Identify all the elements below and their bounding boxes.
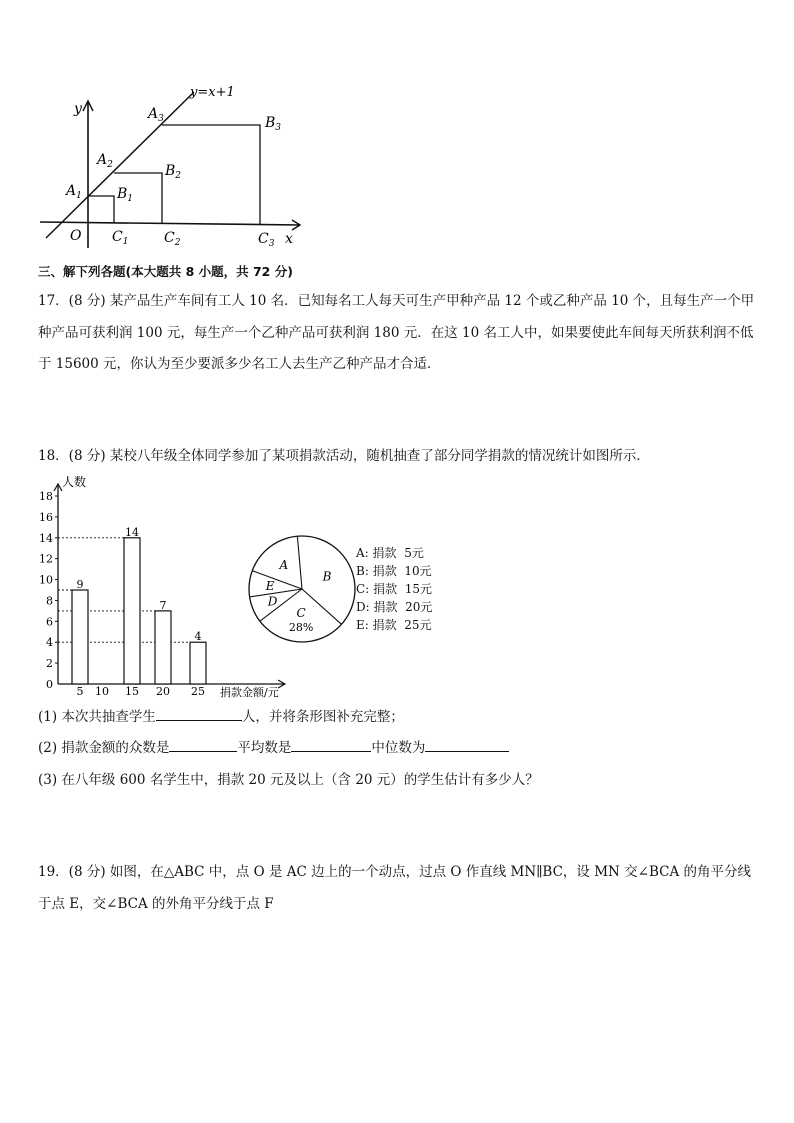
point-C1: $C_1$ xyxy=(112,229,129,247)
legend-row-c: C: 捐款 15元 xyxy=(356,582,432,596)
y-tick-label: 8 xyxy=(46,594,53,608)
y-tick-label: 0 xyxy=(46,678,53,691)
origin-label: O xyxy=(70,228,82,244)
answer-blank-median[interactable] xyxy=(425,737,509,752)
y-tick-label: 10 xyxy=(39,573,53,587)
y-axis-title: 人数 xyxy=(62,475,87,489)
pie-slice-label-E: E xyxy=(265,578,275,593)
point-A3: $A_3$ xyxy=(148,106,164,124)
pie-chart xyxy=(246,532,358,650)
answer-blank-count[interactable] xyxy=(156,706,242,721)
answer-blank-mean[interactable] xyxy=(291,737,371,752)
x-axis xyxy=(40,222,300,225)
point-A1: $A_1$ xyxy=(66,183,82,201)
answer-blank-mode[interactable] xyxy=(169,737,237,752)
point-B1: $B_1$ xyxy=(117,186,134,204)
x-tick-label: 15 xyxy=(125,685,139,698)
bar-value-label: 9 xyxy=(76,578,84,591)
bar-15 xyxy=(124,538,140,684)
x-axis-title: 捐款金额/元 xyxy=(220,686,279,699)
pie-slice-label-C: C xyxy=(296,605,306,620)
q17-line-2: 种产品可获利润 100 元，每生产一个乙种产品可获利润 180 元．在这 10 名工人中，如果要使此车间每天所获利润不低 xyxy=(38,325,754,341)
bar-20 xyxy=(155,611,171,684)
point-C2: $C_2$ xyxy=(164,230,181,248)
bar-value-label: 4 xyxy=(194,630,202,644)
line-label: y=x+1 xyxy=(190,85,235,100)
coordinate-figure xyxy=(30,80,320,250)
section-title: 三、解下列各题(本大题共 8 小题，共 72 分) xyxy=(38,264,293,279)
y-tick-label: 6 xyxy=(46,615,53,629)
legend-row-d: D: 捐款 20元 xyxy=(356,600,433,614)
pie-slice-label-B: B xyxy=(322,569,332,584)
legend-row-a: A: 捐款 5元 xyxy=(356,546,424,560)
point-B2: $B_2$ xyxy=(165,163,182,181)
point-A2: $A_2$ xyxy=(97,152,113,170)
q17-line-3: 于 15600 元，你认为至少要派多少名工人去生产乙种产品才合适． xyxy=(38,356,441,372)
bar-value-label: 7 xyxy=(159,598,167,612)
y-tick-label: 2 xyxy=(46,657,53,671)
bar-value-label: 14 xyxy=(125,525,139,539)
q17-line-1: 17．(8 分) 某产品生产车间有工人 10 名．已知每名工人每天可生产甲种产品 12 个或乙种产品 10 个，且每生产一个甲 xyxy=(38,293,755,309)
q19-line-1: 19．(8 分) 如图，在△ABC 中，点 O 是 AC 边上的一个动点，过点 O 作直线 MN∥BC，设 MN 交∠BCA 的角平分线 xyxy=(38,864,752,880)
pie-slice-label-A: A xyxy=(279,558,289,573)
bar-25 xyxy=(190,642,206,684)
point-B3: $B_3$ xyxy=(265,115,282,133)
y-tick-label: 12 xyxy=(39,552,53,566)
x-tick-label: 5 xyxy=(76,685,84,698)
x-tick-label: 25 xyxy=(191,685,205,698)
y-tick-label: 14 xyxy=(39,531,53,545)
legend-row-e: E: 捐款 25元 xyxy=(356,618,432,632)
x-tick-label: 10 xyxy=(95,685,109,698)
q18-sub-2: (2) 捐款金额的众数是 平均数是 中位数为 xyxy=(38,737,760,758)
y-tick-label: 16 xyxy=(39,510,53,524)
y-tick-label: 4 xyxy=(46,636,53,650)
q19-line-2: 于点 E，交∠BCA 的外角平分线于点 F xyxy=(38,896,274,912)
pie-legend xyxy=(356,545,456,635)
point-C3: $C_3$ xyxy=(258,231,275,249)
legend-row-b: B: 捐款 10元 xyxy=(356,564,432,578)
y-axis-label: y xyxy=(74,101,82,117)
x-axis-label: x xyxy=(285,231,293,247)
y-tick-label: 18 xyxy=(39,490,53,503)
q18-intro: 18．(8 分) 某校八年级全体同学参加了某项捐款活动，随机抽查了部分同学捐款的情况统计如图所示． xyxy=(38,448,650,464)
bar-5 xyxy=(72,590,88,684)
pie-slice-percent-C: 28% xyxy=(288,620,314,634)
x-tick-label: 20 xyxy=(156,685,170,698)
q18-sub-1: (1) 本次共抽查学生 人，并将条形图补充完整； xyxy=(38,706,760,727)
q18-sub-3: (3) 在八年级 600 名学生中，捐款 20 元及以上（含 20 元）的学生估计有多少人？ xyxy=(38,772,539,788)
pie-slice-label-D: D xyxy=(267,594,278,609)
square-1 xyxy=(88,196,114,223)
